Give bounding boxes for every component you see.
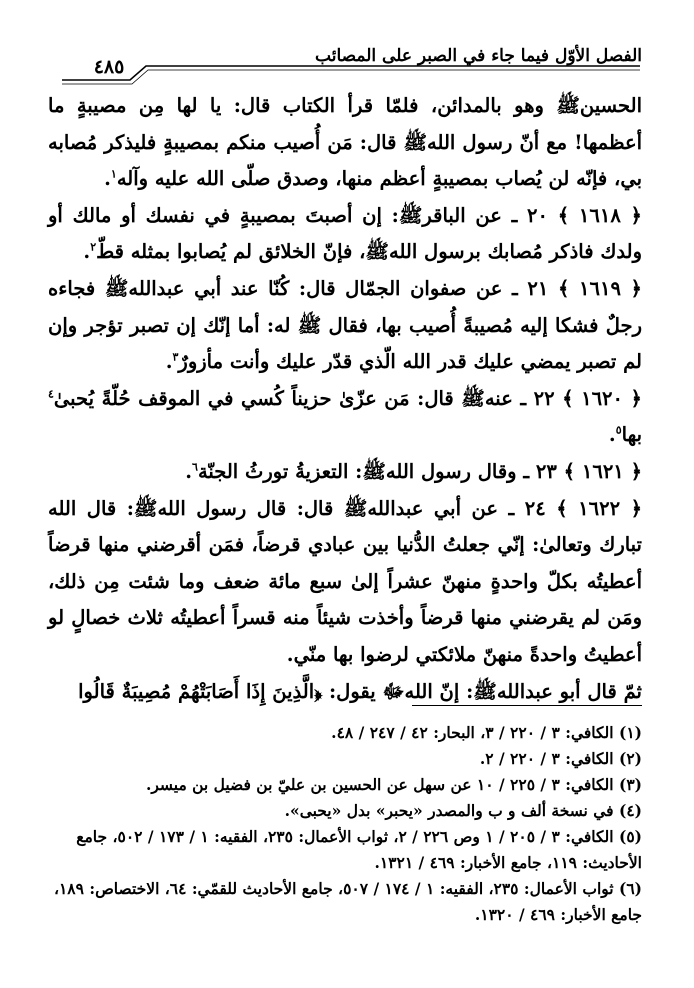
- footnote-ref: ٥: [615, 423, 622, 437]
- paragraph-closing: ثمّ قال أبو عبداللهﷺ: إنّ اللهﷻ يقول: ﴿الَّذِينَ إِذَا أَصَابَتْهُمْ مُصِيبَةٌ قَالُوا: [78, 679, 642, 703]
- footnote-1: (١) الكافي: ٣ / ٢٢٠ / ٣، البحار: ٤٢ / ٢٤٧ / ٤٨.: [331, 723, 642, 742]
- running-title: الفصل الأوّل فيما جاء في الصبر على المصائب: [315, 46, 642, 66]
- page-number: ٤٨٥: [93, 56, 125, 78]
- footnote-ref: ٦: [192, 460, 198, 474]
- paragraph-1619: ﴿ ١٦١٩ ﴾ ٢١ ـ عن صفوان الجمّال قال: كُنّا عند أبي عبداللهﷺ فجاءه رجلٌ فشكا إليه مُصيبةً أُصيب بها، فقال ﷺ له: أما إنّك إن تصبر تؤجر وإن لم تصبر يمضي عليك قدر الله الّذي قدّر عليك وأنت مأزورٌ$^٣$.: [48, 276, 642, 374]
- footnote-ref: ٢: [90, 240, 97, 254]
- paragraph-1618: ﴿ ١٦١٨ ﴾ ٢٠ ـ عن الباقرﷺ: إن أصبتَ بمصيبةٍ في نفسك أو مالك أو ولدك فاذكر مُصابك برسول اللهﷺ، فإنّ الخلائق لم يُصابوا بمثله قطّ$^٢$.: [48, 203, 642, 264]
- paragraph-1621: ﴿ ١٦٢١ ﴾ ٢٣ ـ وقال رسول اللهﷺ: التعزيةُ تورثُ الجنّة$^٦$.: [185, 459, 642, 483]
- footnote-2: (٢) الكافي: ٣ / ٢٢٠ / ٢.: [479, 749, 642, 768]
- footnote-6: (٦) ثواب الأعمال: ٢٣٥، الفقيه: ١ / ١٧٤ / ٥٠٧، جامع الأحاديث للقمّي: ٦٤، الاختصاص: ١٨٩، جامع الأخبار: ٤٦٩ / ١٣٢٠.: [53, 879, 642, 924]
- footnote-ref: ١: [110, 167, 117, 181]
- footnote-ref: ٣: [172, 350, 179, 364]
- main-text: [48, 88, 642, 710]
- footnote-separator: [412, 705, 642, 706]
- quran-quote: ﴿الَّذِينَ إِذَا أَصَابَتْهُمْ مُصِيبَةٌ قَالُوا: [78, 679, 323, 703]
- footnotes: [48, 720, 642, 928]
- footnote-ref: ٤: [48, 387, 54, 401]
- paragraph-1: الحسينﷺ وهو بالمدائن، فلمّا قرأ الكتاب قال: يا لها مِن مصيبةٍ ما أعظمها! مع أنّ رسول اللهﷺ قال: مَن أُصيب منكم بمصيبةٍ فليذكر مُصابه بي، فإنّه لن يُصاب بمصيبةٍ أعظم منها، وصدق صلّى الله عليه وآله$^١$.: [48, 94, 642, 191]
- footnote-3: (٣) الكافي: ٣ / ٢٢٥ / ١٠ عن سهل عن الحسين بن عليّ بن فضيل بن ميسر.: [145, 775, 642, 794]
- paragraph-1620: ﴿ ١٦٢٠ ﴾ ٢٢ ـ عنهﷺ قال: مَن عزّىٰ حزيناً كُسي في الموقف حُلّةً يُحبىٰ$^٤$ بها$^٥$.: [48, 386, 642, 447]
- paragraph-1622: ﴿ ١٦٢٢ ﴾ ٢٤ ـ عن أبي عبداللهﷺ قال: قال رسول اللهﷺ: قال الله تبارك وتعالىٰ: إنّي جعلتُ الدُّنيا بين عبادي قرضاً، فمَن أقرضني منها قرضاً أعطيتُه بكلّ واحدةٍ منهنّ عشراً إلىٰ سبع مائة ضعف وما شئت مِن ذلك، ومَن لم يقرضني منها قرضاً وأخذت شيئاً منه قسراً أعطيتُه ثلاث خصالٍ لو أعطيتُ واحدةً منهنّ ملائكتي لرضوا بها منّي.: [48, 496, 642, 666]
- footnote-4: (٤) في نسخة ألف و ب والمصدر «يحبر» بدل «يحبى».: [284, 801, 642, 820]
- footnote-5: (٥) الكافي: ٣ / ٢٠٥ / ١ وص ٢٢٦ / ٢، ثواب الأعمال: ٢٣٥، الفقيه: ١ / ١٧٣ / ٥٠٢، جامع الأحاديث: ١١٩، جامع الأخبار: ٤٦٩ / ١٣٢١.: [76, 827, 642, 872]
